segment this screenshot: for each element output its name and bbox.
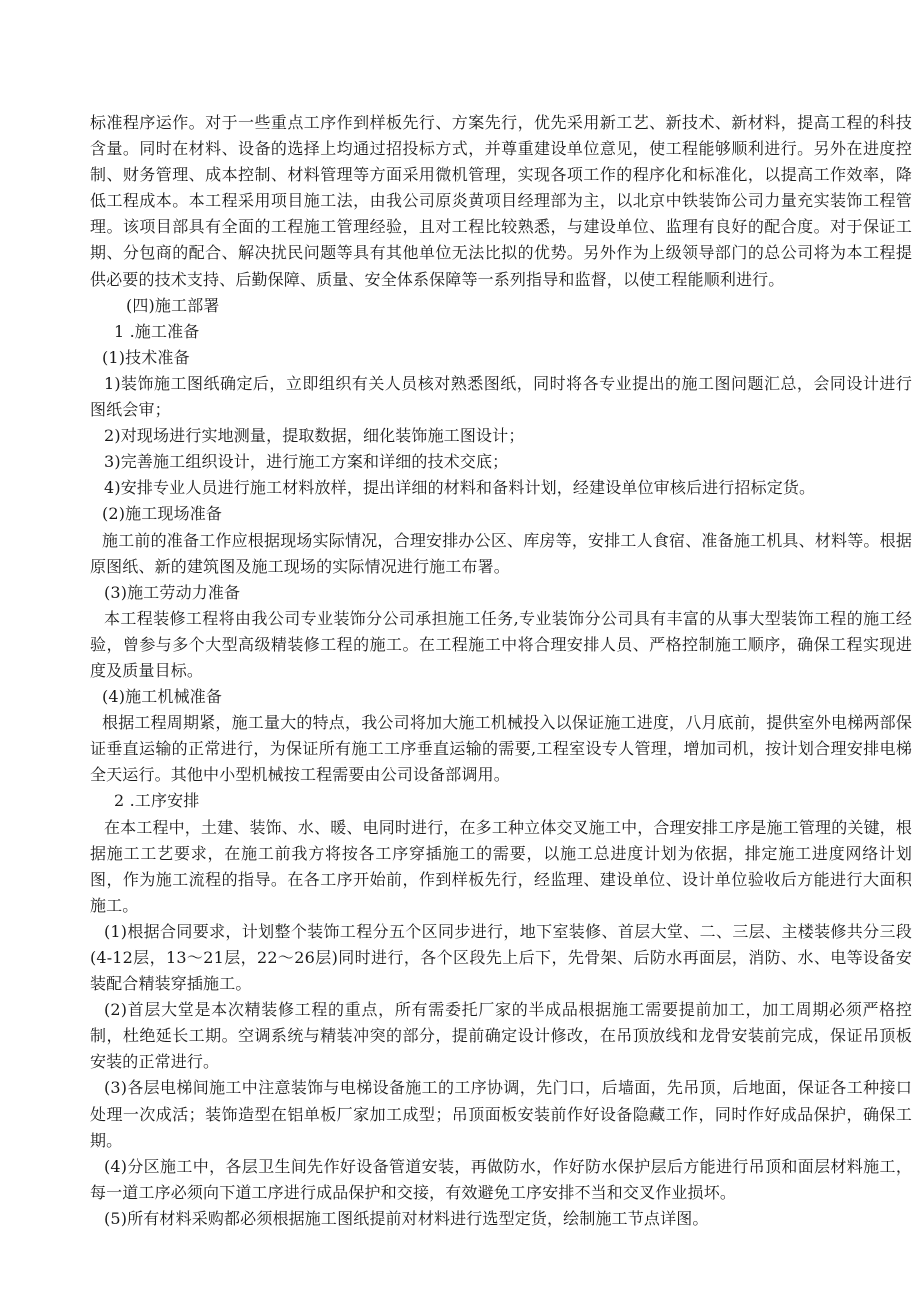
paragraph-technical-4: 4)安排专业人员进行施工材料放样，提出详细的材料和备料计划，经建设单位审核后进行招标定货。 <box>104 478 816 498</box>
paragraph-process-3: (3)各层电梯间施工中注意装饰与电梯设备施工的工序协调，先门口，后墙面，先吊顶，后地面，保证各工种接口处理一次成活；装饰造型在铝单板厂家加工成型；吊顶面板安装前作好设备隐藏工作，同时作好成品保护，确保工期。 <box>90 1078 912 1150</box>
paragraph-intro: 标准程序运作。对于一些重点工序作到样板先行、方案先行，优先采用新工艺、新技术、新材料，提高工程的科技含量。同时在材料、设备的选择上均通过招投标方式，并尊重建设单位意见，使工程能够顺利进行。另外在进度控制、财务管理、成本控制、材料管理等方面采用微机管理，实现各项工作的程序化和标准化，以提高工作效率，降低工程成本。本工程采用项目施工法，由我公司原炎黄项目经理部为主，以北京中铁装饰公司力量充实装饰工程管理。该项目部具有全面的工程施工管理经验，且对工程比较熟悉，与建设单位、监理有良好的配合度。对于保证工期、分包商的配合、解决扰民问题等具有其他单位无法比拟的优势。另外作为上级领导部门的总公司将为本工程提供必要的技术支持、后勤保障、质量、安全体系保障等一系列指导和监督，以使工程能顺利进行。 <box>90 113 912 289</box>
heading-process-arrangement: 2 .工序安排 <box>114 791 200 811</box>
paragraph-process-overview: 在本工程中，土建、装饰、水、暖、电同时进行，在多工种立体交叉施工中，合理安排工序是施工管理的关键，根据施工工艺要求，在施工前我方将按各工序穿插施工的需要，以施工总进度计划为依据，排定施工进度网络计划图，作为施工流程的指导。在各工序开始前，作到样板先行，经监理、建设单位、设计单位验收后方能进行大面积施工。 <box>90 817 912 915</box>
heading-construction-preparation: 1 .施工准备 <box>114 321 200 341</box>
paragraph-technical-1: 1)装饰施工图纸确定后，立即组织有关人员核对熟悉图纸，同时将各专业提出的施工图问题汇总，会同设计进行图纸会审； <box>90 373 912 420</box>
paragraph-technical-3: 3)完善施工组织设计，进行施工方案和详细的技术交底； <box>104 452 509 472</box>
heading-site-preparation: (2)施工现场准备 <box>102 504 223 524</box>
paragraph-process-5: (5)所有材料采购都必须根据施工图纸提前对材料进行选型定货，绘制施工节点详图。 <box>104 1208 709 1228</box>
paragraph-machinery-preparation: 根据工程周期紧，施工量大的特点，我公司将加大施工机械投入以保证施工进度，八月底前，提供室外电梯两部保证垂直运输的正常进行，为保证所有施工工序垂直运输的需要,工程室设专人管理，增加司机，按计划合理安排电梯全天运行。其他中小型机械按工程需要由公司设备部调用。 <box>90 713 912 785</box>
paragraph-process-2: (2)首层大堂是本次精装修工程的重点，所有需委托厂家的半成品根据施工需要提前加工，加工周期必须严格控制，杜绝延长工期。空调系统与精装冲突的部分，提前确定设计修改，在吊顶放线和龙骨安装前完成，保证吊顶板安装的正常进行。 <box>90 1000 912 1072</box>
heading-machinery-preparation: (4)施工机械准备 <box>102 687 223 707</box>
paragraph-process-4: (4)分区施工中，各层卫生间先作好设备管道安装，再做防水，作好防水保护层后方能进行吊顶和面层材料施工，每一道工序必须向下道工序进行成品保护和交接，有效避免工序安排不当和交叉作业损坏。 <box>90 1156 912 1202</box>
heading-labor-preparation: (3)施工劳动力准备 <box>104 582 241 602</box>
paragraph-technical-2: 2)对现场进行实地测量，提取数据，细化装饰施工图设计； <box>104 426 525 446</box>
paragraph-site-preparation: 施工前的准备工作应根据现场实际情况，合理安排办公区、库房等，安排工人食宿、准备施工机具、材料等。根据原图纸、新的建筑图及施工现场的实际情况进行施工布署。 <box>90 530 912 576</box>
paragraph-labor-preparation: 本工程装修工程将由我公司专业装饰分公司承担施工任务,专业装饰分公司具有丰富的从事大型装饰工程的施工经验，曾参与多个大型高级精装修工程的施工。在工程施工中将合理安排人员、严格控制施工顺序，确保工程实现进度及质量目标。 <box>90 608 912 680</box>
document-body <box>90 110 912 1232</box>
heading-technical-preparation: (1)技术准备 <box>102 347 190 367</box>
paragraph-process-1: (1)根据合同要求，计划整个装饰工程分五个区同步进行，地下室装修、首层大堂、二、三层、主楼装修共分三段(4-12层，13～21层，22～26层)同时进行，各个区段先上后下，先骨架、后防水再面层，消防、水、电等设备安装配合精装穿插施工。 <box>90 921 912 994</box>
heading-section-4: (四)施工部署 <box>126 295 220 315</box>
